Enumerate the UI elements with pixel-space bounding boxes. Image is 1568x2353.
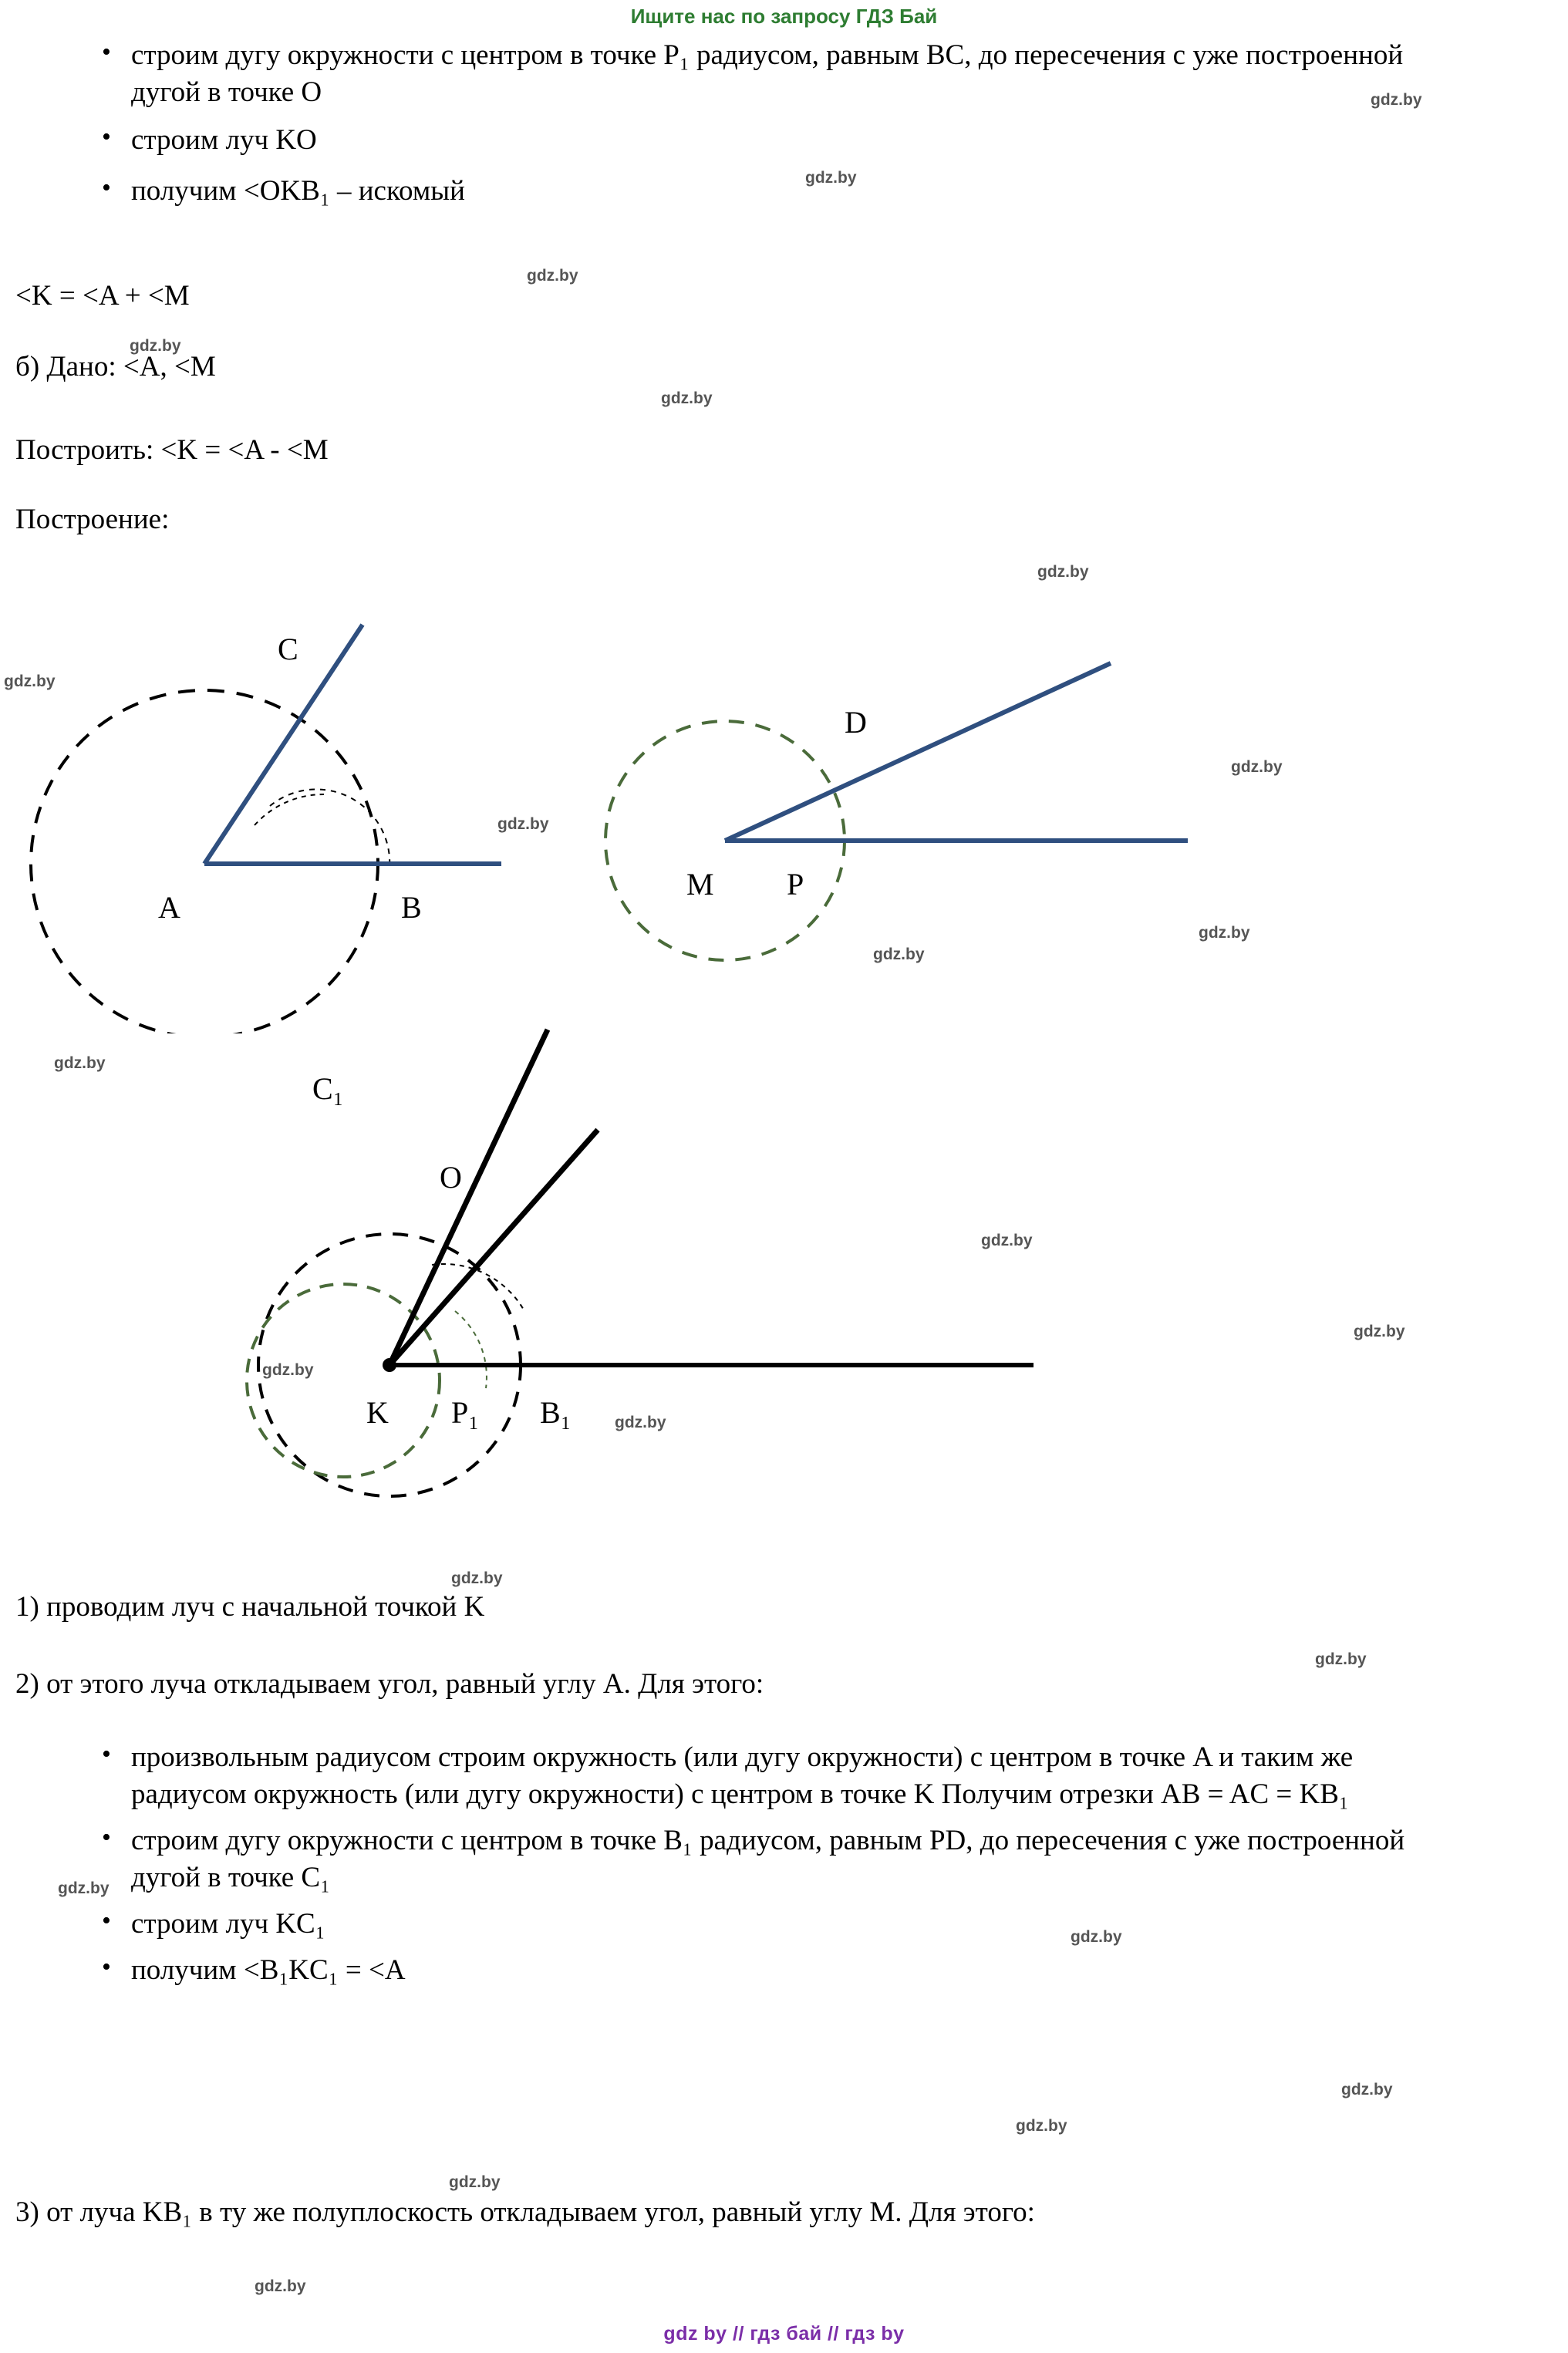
step-1: 1) проводим луч с начальной точкой K — [15, 1591, 485, 1623]
bullet-text: получим <B₁KC₁ = <A — [131, 1954, 406, 1987]
watermark: gdz.by — [1037, 563, 1089, 581]
label-p1: P₁ — [451, 1395, 480, 1430]
bullet-text: строим луч KC₁ — [131, 1908, 325, 1940]
arc-small-c2 — [255, 794, 324, 825]
site-banner: Ищите нас по запросу ГДЗ Бай — [630, 5, 938, 28]
page-footer: gdz by // гдз бай // гдз by — [663, 2323, 905, 2345]
watermark: gdz.by — [1354, 1323, 1405, 1340]
watermark: gdz.by — [527, 267, 578, 285]
label-a: A — [158, 890, 180, 925]
watermark: gdz.by — [449, 2173, 501, 2191]
point-k — [383, 1358, 396, 1372]
watermark: gdz.by — [1371, 91, 1422, 109]
ray-kc1-upper — [389, 1030, 548, 1365]
watermark: gdz.by — [130, 337, 181, 355]
watermark: gdz.by — [4, 673, 56, 690]
watermark: gdz.by — [1231, 758, 1283, 776]
watermark: gdz.by — [451, 1569, 503, 1587]
watermark: gdz.by — [981, 1232, 1033, 1249]
label-k: K — [366, 1395, 389, 1430]
watermark: gdz.by — [1199, 924, 1250, 942]
watermark: gdz.by — [1341, 2081, 1393, 2098]
watermark: gdz.by — [1016, 2117, 1067, 2135]
label-d: D — [845, 705, 867, 740]
bottom-bullet-list — [85, 1739, 1465, 1993]
list-item — [85, 1822, 1465, 1896]
label-c: C — [278, 632, 298, 666]
label-o: O — [440, 1160, 462, 1195]
line-build: Построить: <K = <A - <M — [15, 434, 329, 466]
list-item — [85, 1739, 1465, 1813]
figure-angle-a — [0, 602, 540, 1033]
bullet-text: получим <OKB₁ – искомый — [131, 175, 465, 207]
watermark: gdz.by — [58, 1879, 110, 1897]
bullet-text: строим дугу окружности с центром в точке P₁ радиусом, равным BC, до пересечения с уже построенной дугой в точке O — [131, 39, 1404, 109]
arc-small-o — [455, 1311, 487, 1388]
list-item — [85, 37, 1442, 111]
watermark: gdz.by — [1071, 1928, 1122, 1946]
label-c1: C₁ — [312, 1071, 344, 1106]
watermark: gdz.by — [615, 1414, 666, 1431]
ray-ko — [389, 1130, 598, 1365]
step-3: 3) от луча KB₁ в ту же полуплоскость откладываем угол, равный углу M. Для этого: — [15, 2196, 1035, 2228]
watermark: gdz.by — [54, 1054, 106, 1072]
watermark: gdz.by — [873, 946, 925, 963]
bullet-text: строим дугу окружности с центром в точке B₁ радиусом, равным PD, до пересечения с уже построенной дугой в точке C₁ — [131, 1825, 1405, 1894]
watermark: gdz.by — [262, 1361, 314, 1379]
step-2: 2) от этого луча откладываем угол, равный углу A. Для этого: — [15, 1668, 764, 1700]
figure-angle-k — [177, 1003, 1226, 1542]
label-m: M — [686, 867, 714, 902]
line-k-sum: <K = <A + <M — [15, 280, 190, 312]
figure-angle-m — [571, 617, 1265, 1003]
watermark: gdz.by — [1315, 1650, 1367, 1668]
label-b1: B₁ — [540, 1395, 572, 1430]
watermark: gdz.by — [255, 2277, 306, 2295]
list-item — [85, 1952, 1465, 1989]
line-given: б) Дано: <A, <M — [15, 351, 216, 383]
list-item — [85, 1906, 1465, 1943]
line-construction: Построение: — [15, 504, 170, 535]
label-p: P — [787, 867, 804, 902]
watermark: gdz.by — [661, 389, 713, 407]
bullet-text: произвольным радиусом строим окружность (или дугу окружности) с центром в точке A и таким же радиусом окружность (или дугу окружности) с центром в точке K Получим отрезки AB = AC = KB₁ — [131, 1741, 1354, 1811]
list-item — [85, 122, 1442, 159]
list-item — [85, 173, 1442, 210]
bullet-text: строим луч KO — [131, 124, 317, 157]
top-bullet-list — [85, 37, 1442, 213]
ray-md — [725, 663, 1111, 841]
watermark: gdz.by — [497, 815, 549, 833]
label-b: B — [401, 890, 422, 925]
arc-circle-k-green — [247, 1284, 440, 1477]
watermark: gdz.by — [805, 169, 857, 187]
